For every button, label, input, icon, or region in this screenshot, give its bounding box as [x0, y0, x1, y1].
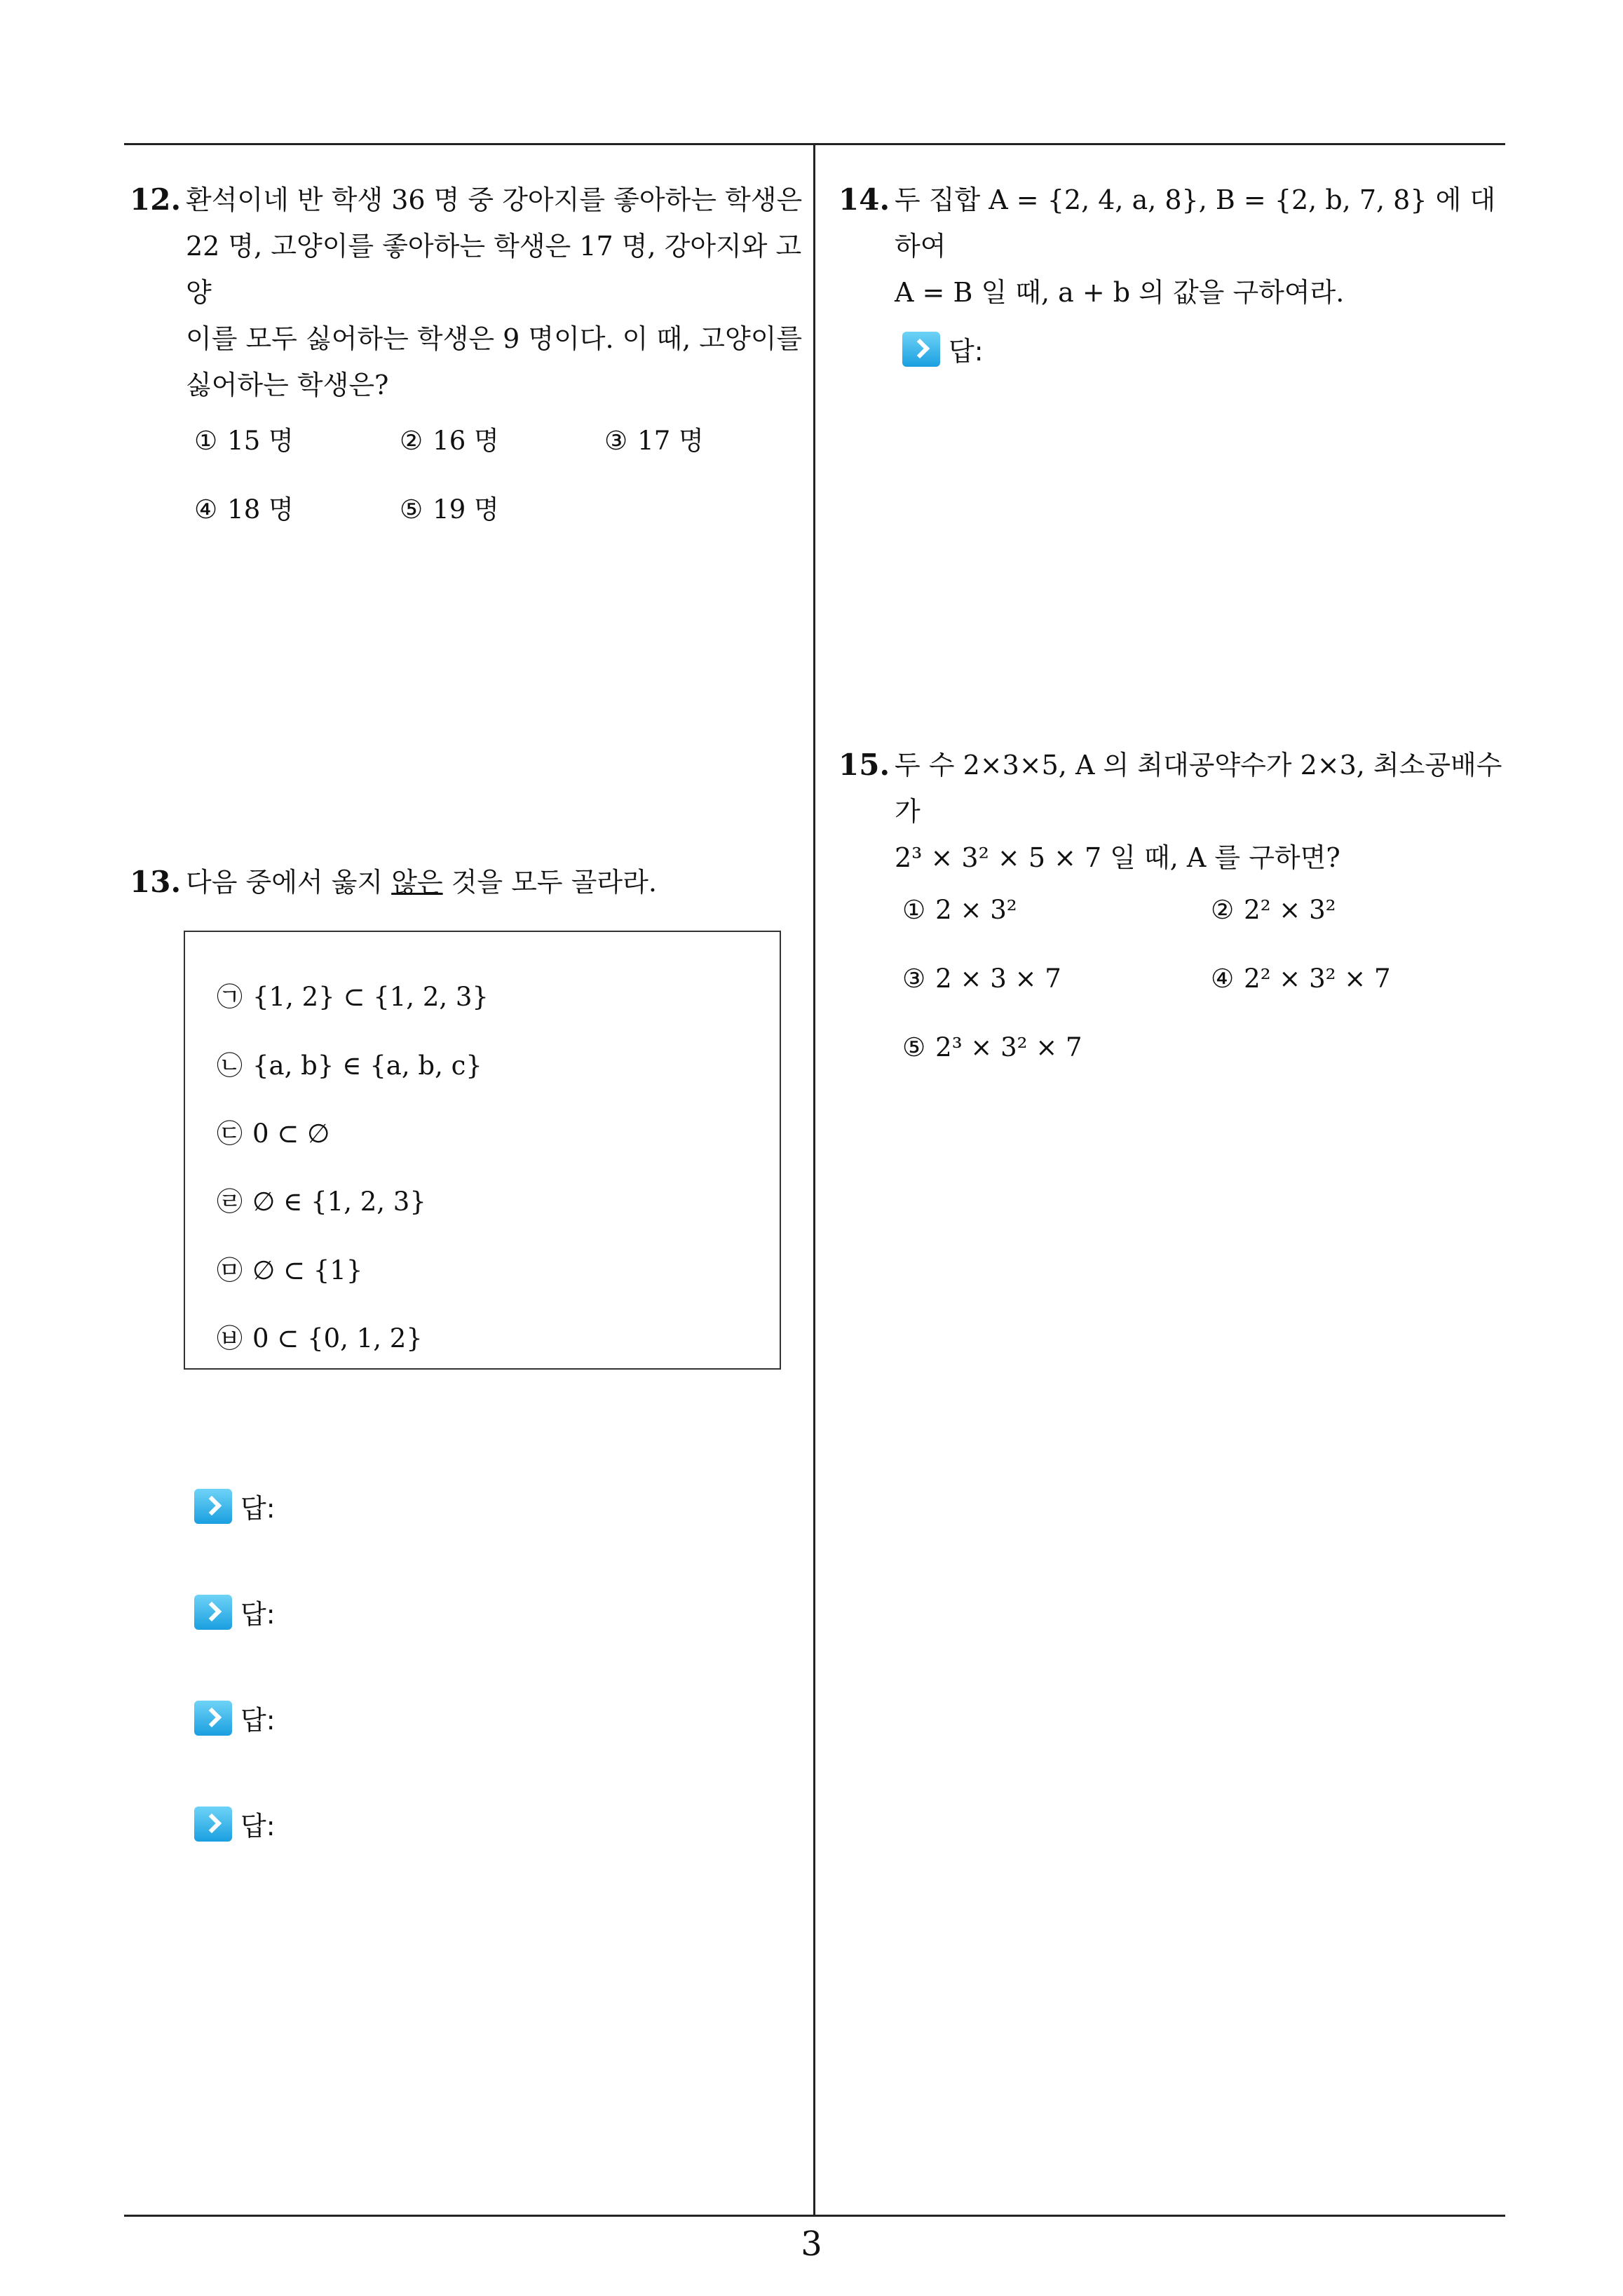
statement-item: ㉢ 0 ⊂ ∅	[217, 1119, 330, 1149]
question-number: 14.	[838, 182, 890, 217]
statement-item: ㉣ ∅ ∈ {1, 2, 3}	[217, 1187, 426, 1217]
statement-item: ㉡ {a, b} ∈ {a, b, c}	[217, 1051, 482, 1081]
arrow-right-icon	[194, 1807, 232, 1842]
q12-option-4[interactable]: ④ 18 명	[194, 494, 294, 525]
q15-option-1[interactable]: ① 2 × 3²	[902, 895, 1017, 925]
q12-option-3[interactable]: ③ 17 명	[604, 426, 704, 456]
arrow-right-icon	[902, 332, 940, 367]
q15-option-4[interactable]: ④ 2² × 3² × 7	[1211, 964, 1391, 994]
question-12	[130, 177, 803, 408]
q15-option-5[interactable]: ⑤ 2³ × 3² × 7	[902, 1032, 1082, 1062]
answer-field[interactable]: 답:	[194, 1699, 276, 1737]
question-line: A = B 일 때, a + b 의 값을 구하여라.	[895, 277, 1345, 308]
page-number: 3	[801, 2224, 822, 2264]
answer-field[interactable]: 답:	[194, 1593, 276, 1631]
statement-item: ㉠ {1, 2} ⊂ {1, 2, 3}	[217, 982, 489, 1012]
arrow-right-icon	[194, 1489, 232, 1524]
question-line: 두 수 2×3×5, A 의 최대공약수가 2×3, 최소공배수가	[895, 750, 1502, 827]
statement-item: ㉤ ∅ ⊂ {1}	[217, 1255, 363, 1285]
statement-box	[184, 931, 781, 1370]
question-line: 환석이네 반 학생 36 명 중 강아지를 좋아하는 학생은	[186, 184, 803, 215]
q12-option-2[interactable]: ② 16 명	[400, 426, 499, 456]
q12-option-5[interactable]: ⑤ 19 명	[400, 494, 499, 525]
underlined-word: 않은	[391, 867, 443, 898]
footer-rule	[124, 2215, 1505, 2217]
question-number: 13.	[130, 865, 182, 899]
question-15	[838, 742, 1512, 881]
statement-item: ㉥ 0 ⊂ {0, 1, 2}	[217, 1323, 423, 1353]
answer-field[interactable]: 답:	[194, 1804, 276, 1843]
question-line: 22 명, 고양이를 좋아하는 학생은 17 명, 강아지와 고양	[186, 231, 802, 308]
answer-field[interactable]: 답:	[902, 330, 984, 368]
question-line: 싫어하는 학생은?	[186, 370, 389, 400]
question-14	[838, 177, 1512, 316]
question-13: 13. 다음 중에서 옳지 않은 것을 모두 골라라.	[186, 859, 803, 905]
question-line: 2³ × 3² × 5 × 7 일 때, A 를 구하면?	[895, 842, 1340, 873]
question-number: 15.	[838, 748, 890, 782]
column-divider	[813, 143, 815, 2216]
arrow-right-icon	[194, 1701, 232, 1736]
question-number: 12.	[130, 182, 182, 217]
q15-option-3[interactable]: ③ 2 × 3 × 7	[902, 964, 1061, 994]
arrow-right-icon	[194, 1595, 232, 1630]
question-line: 두 집합 A = {2, 4, a, 8}, B = {2, b, 7, 8} 에 대하여	[895, 184, 1496, 262]
answer-field[interactable]: 답:	[194, 1487, 276, 1525]
q12-option-1[interactable]: ① 15 명	[194, 426, 294, 456]
question-line: 이를 모두 싫어하는 학생은 9 명이다. 이 때, 고양이를	[186, 323, 803, 354]
q15-option-2[interactable]: ② 2² × 3²	[1211, 895, 1336, 925]
